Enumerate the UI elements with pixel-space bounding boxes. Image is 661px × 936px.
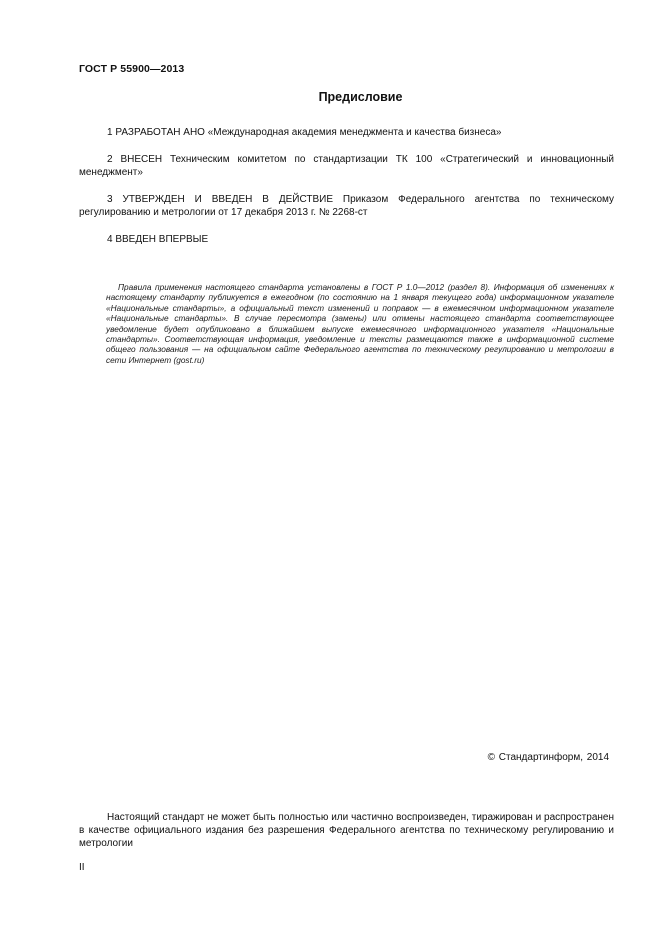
application-rules-note: Правила применения настоящего стандарта установлены в ГОСТ Р 1.0—2012 (раздел 8). Информация об изменениях к настоящему стандарту публикуется в ежегодном (по состоянию на 1 января текущего года) информационном указателе «Национальные стандарты», а официальный текст изменений и поправок — в ежемесячном информационном указателе «Национальные стандарты». В случае пересмотра (замены) или отмены настоящего стандарта соответствующее уведомление будет опубликовано в ближайшем выпуске ежемесячного информационного указателя «Национальные стандарты». Соответствующая информация, уведомление и тексты размещаются также в информационной системе общего пользования — на официальном сайте Федерального агентства по техническому регулированию и метрологии в сети Интернет (gost.ru) — [106, 282, 614, 365]
document-code: ГОСТ Р 55900—2013 — [79, 63, 185, 75]
preface-item-approved: 3 УТВЕРЖДЕН И ВВЕДЕН В ДЕЙСТВИЕ Приказом Федерального агентства по техническому регулированию и метрологии от 17 декабря 2013 г. № 2268-ст — [79, 194, 614, 218]
preface-item-submitted: 2 ВНЕСЕН Техническим комитетом по стандартизации ТК 100 «Стратегический и инновационный менеджмент» — [79, 154, 614, 178]
preface-items — [79, 126, 614, 260]
page-number: II — [79, 862, 85, 873]
preface-item-introduced: 4 ВВЕДЕН ВПЕРВЫЕ — [107, 234, 209, 245]
preface-item-developed: 1 РАЗРАБОТАН АНО «Международная академия менеджмента и качества бизнеса» — [107, 127, 502, 138]
copyright-notice: © Стандартинформ, 2014 — [487, 752, 609, 763]
reproduction-disclaimer: Настоящий стандарт не может быть полностью или частично воспроизведен, тиражирован и распространен в качестве официального издания без разрешения Федерального агентства по техническому регулированию и метрологии — [79, 812, 614, 849]
page-title: Предисловие — [318, 90, 403, 104]
